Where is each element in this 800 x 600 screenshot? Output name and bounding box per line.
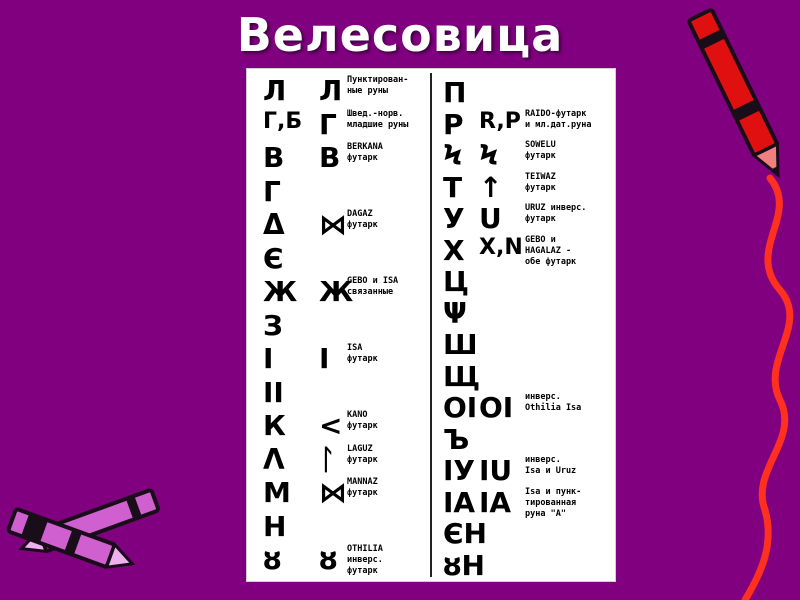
left-rune-note: BERKANA футарк <box>347 142 383 163</box>
left-cyrillic-letter: Ж <box>263 275 298 308</box>
right-rune-note: RAIDO-футарк и мл.дат.руна <box>525 108 592 130</box>
red-pencil-icon <box>688 9 790 182</box>
left-cyrillic-letter: I <box>263 342 274 375</box>
page-title: Велесовица <box>236 8 564 62</box>
right-cyrillic-letter: Щ <box>443 359 481 393</box>
right-cyrillic-letter: ІА <box>443 485 476 519</box>
right-cyrillic-letter: Ш <box>443 328 478 361</box>
left-cyrillic-letter: В <box>263 141 285 174</box>
right-cyrillic-letter: ЄН <box>443 517 487 550</box>
left-cyrillic-letter: К <box>263 409 286 442</box>
right-rune-glyph: Ϟ <box>479 139 499 172</box>
right-cyrillic-letter: У <box>443 202 465 235</box>
right-rune-glyph: U <box>479 202 502 235</box>
right-cyrillic-letter: Ъ <box>443 422 470 456</box>
left-rune-note: Пунктирован- ные руны <box>347 75 409 96</box>
right-rune-note: инверс. Othilia Isa <box>525 392 582 413</box>
left-rune-note: Швед.-норв. младшие руны <box>347 108 409 130</box>
right-cyrillic-letter: Ц <box>443 265 469 298</box>
left-rune-note: ISA футарк <box>347 343 378 364</box>
left-cyrillic-letter: Λ <box>263 442 285 476</box>
left-cyrillic-letter: ȣ <box>263 543 282 576</box>
left-rune-glyph: Г <box>319 107 337 141</box>
left-rune-glyph: В <box>319 141 341 174</box>
right-cyrillic-letter: ОI <box>443 391 478 424</box>
right-rune-glyph: ОI <box>479 391 514 424</box>
left-rune-note: KANO футарк <box>347 410 378 431</box>
right-rune-glyph: IU <box>479 454 513 487</box>
left-rune-glyph: < <box>319 409 343 442</box>
right-cyrillic-letter: Ψ <box>443 296 467 330</box>
left-rune-glyph: ȣ <box>319 543 338 576</box>
right-rune-note: Isa и пунк- тированная руна "A" <box>525 486 582 519</box>
right-rune-glyph: ІА <box>479 485 512 519</box>
left-rune-glyph: ⋈ <box>319 208 347 241</box>
right-cyrillic-letter: ȣН <box>443 548 485 582</box>
left-rune-note: LAGUZ футарк <box>347 443 378 465</box>
left-rune-glyph: Л <box>319 74 343 107</box>
right-cyrillic-letter: IУ <box>443 454 476 487</box>
right-cyrillic-letter: Х <box>443 233 465 267</box>
left-rune-glyph: I <box>319 342 330 375</box>
left-rune-note: GEBO и ISA связанные <box>347 276 399 297</box>
right-cyrillic-letter: Ϟ <box>443 139 463 172</box>
left-cyrillic-letter: Г <box>263 174 281 208</box>
left-cyrillic-letter: Δ <box>263 208 285 241</box>
right-rune-note: SOWELU футарк <box>525 140 556 161</box>
left-rune-glyph: ᛚ <box>319 442 336 476</box>
right-cyrillic-letter: П <box>443 76 467 109</box>
column-divider <box>430 73 432 577</box>
runes-table <box>246 68 616 582</box>
left-cyrillic-letter: II <box>263 375 284 409</box>
right-cyrillic-letter: Т <box>443 170 463 204</box>
red-wave <box>745 178 790 600</box>
left-rune-glyph: Ж <box>319 275 354 308</box>
right-rune-note: GEBO и HAGALAZ - обе футарк <box>525 234 577 267</box>
right-rune-glyph: ↑ <box>479 170 503 204</box>
left-rune-note: OTHILIA инверс. футарк <box>347 544 383 576</box>
right-cyrillic-letter: Р <box>443 107 464 141</box>
left-rune-note: MANNAZ футарк <box>347 477 378 498</box>
left-cyrillic-letter: Є <box>263 241 284 275</box>
left-rune-note: DAGAZ футарк <box>347 209 378 230</box>
right-rune-note: URUZ инверс. футарк <box>525 203 587 224</box>
right-rune-note: TEIWAZ футарк <box>525 171 556 193</box>
right-rune-glyph: X,N <box>479 234 523 260</box>
left-cyrillic-letter: Г,Б <box>263 108 303 134</box>
left-cyrillic-letter: З <box>263 308 283 342</box>
right-rune-glyph: R,P <box>479 108 521 134</box>
right-rune-note: инверс. Isa и Uruz <box>525 455 577 476</box>
left-rune-glyph: ⋈ <box>319 476 347 509</box>
left-cyrillic-letter: Н <box>263 509 287 543</box>
left-cyrillic-letter: М <box>263 476 291 509</box>
left-cyrillic-letter: Л <box>263 74 287 107</box>
